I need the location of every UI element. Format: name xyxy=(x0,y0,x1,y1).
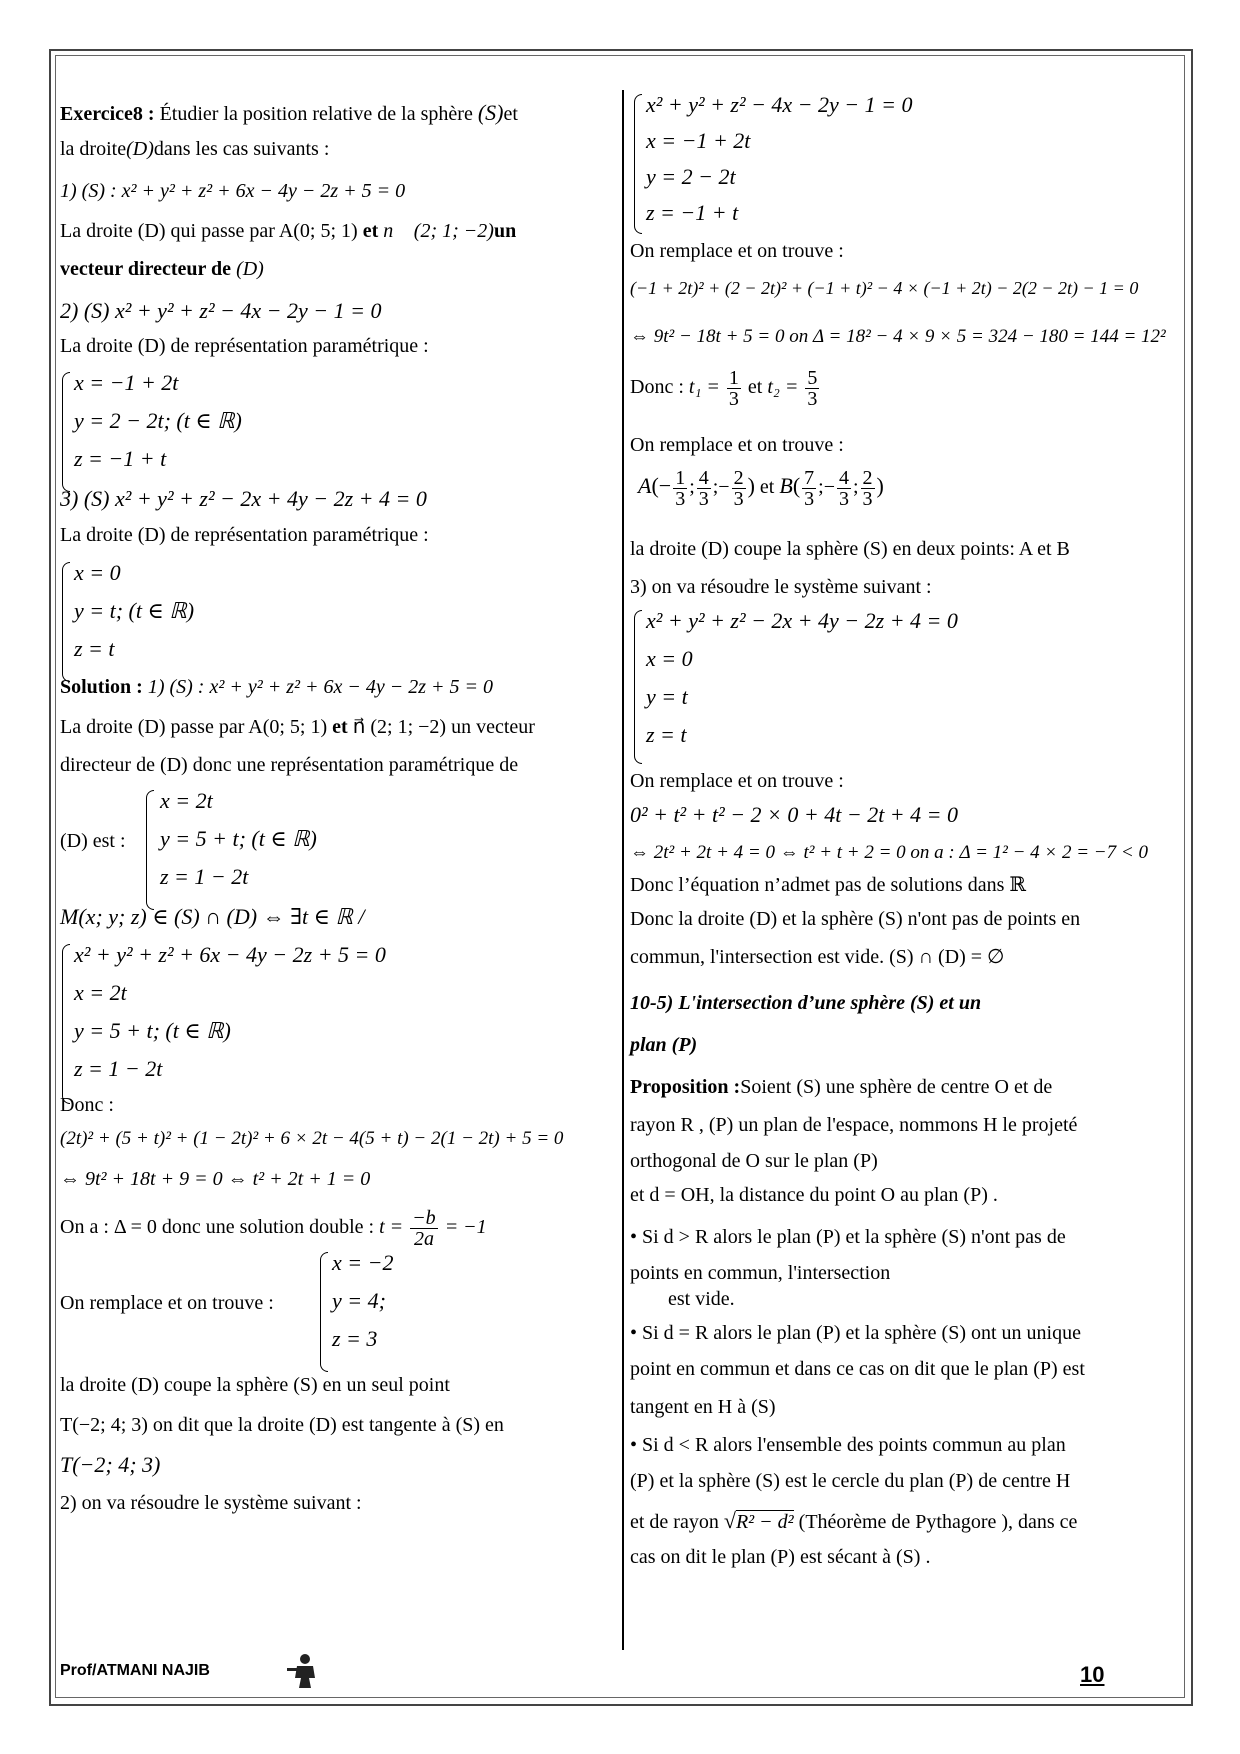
section-title: 10-5) L'intersection d’une sphère (S) et un xyxy=(630,992,982,1014)
brace xyxy=(62,944,70,1104)
case-3-param: La droite (D) de représentation paramétrique : xyxy=(60,524,429,546)
text-line: points en commun, l'intersection xyxy=(630,1262,891,1284)
page-number: 10 xyxy=(1080,1662,1105,1687)
system-line: z = t xyxy=(646,722,687,747)
exercise-heading: Exercice8 : Étudier la position relative de la sphère (S)et xyxy=(60,100,518,125)
text-line: rayon R , (P) un plan de l'espace, nommons H le projeté xyxy=(630,1114,1078,1136)
system-line: y = t xyxy=(646,684,688,709)
system-line: y = 2 − 2t; (t ∈ ℝ) xyxy=(74,408,242,433)
case-2: 2) (S) x² + y² + z² − 4x − 2y − 1 = 0 xyxy=(60,298,382,323)
system-line: z = 1 − 2t xyxy=(160,864,249,889)
text-line: et de rayon √R² − d² (Théorème de Pythagore ), dans ce xyxy=(630,1508,1078,1533)
solution-M: M(x; y; z) ∈ (S) ∩ (D) ⇔ ∃t ∈ ℝ / xyxy=(60,904,365,929)
exercise-heading-2: la droite(D)dans les cas suivants : xyxy=(60,138,330,160)
text-line: On remplace et on trouve : xyxy=(630,434,844,456)
system-line: y = 4; xyxy=(332,1288,386,1313)
text-line: Donc la droite (D) et la sphère (S) n'ont pas de points en xyxy=(630,908,1081,930)
system-line: x² + y² + z² − 2x + 4y − 2z + 4 = 0 xyxy=(646,608,958,633)
system-line: x = 2t xyxy=(160,788,213,813)
case-3: 3) (S) x² + y² + z² − 2x + 4y − 2z + 4 = 0 xyxy=(60,486,427,511)
system-line: z = 1 − 2t xyxy=(74,1056,163,1081)
text-line: • Si d > R alors le plan (P) et la sphère (S) n'ont pas de xyxy=(630,1226,1066,1248)
equation: ⇔ 9t² − 18t + 5 = 0 on Δ = 18² − 4 × 9 × 5 = 324 − 180 = 144 = 12² xyxy=(630,326,1166,347)
proposition: Proposition :Soient (S) une sphère de centre O et de xyxy=(630,1076,1053,1098)
system-line: x = −1 + 2t xyxy=(646,128,751,153)
system-line: x² + y² + z² − 4x − 2y − 1 = 0 xyxy=(646,92,913,117)
system-line: z = 3 xyxy=(332,1326,378,1351)
case-1: 1) (S) : x² + y² + z² + 6x − 4y − 2z + 5 = 0 xyxy=(60,180,406,202)
author: Prof/ATMANI NAJIB xyxy=(60,1662,210,1679)
donc: Donc : xyxy=(60,1094,114,1116)
text-line: tangent en H à (S) xyxy=(630,1396,776,1418)
equation: (−1 + 2t)² + (2 − 2t)² + (−1 + t)² − 4 × (−1 + 2t) − 2(2 − 2t) − 1 = 0 xyxy=(630,278,1139,298)
section-title-2: plan (P) xyxy=(630,1034,698,1056)
fraction: $\frac{-b}{2a}$ xyxy=(412,1207,436,1250)
double-solution: On a : Δ = 0 donc une solution double : t = $\frac{-b}{2a}$ = −1 xyxy=(60,1207,487,1250)
fraction: $\frac{5}{3}$ xyxy=(807,367,818,410)
text-line: On remplace et on trouve : xyxy=(630,770,844,792)
text-line: et d = OH, la distance du point O au plan (P) . xyxy=(630,1184,998,1206)
points-A-B: A(− $\frac{1}{3}$ ; $\frac{4}{3}$ ;− $\frac{2}{3}$ ) et B( $\frac{7}{3}$ ;− $\frac{4}{3}$ ; $\frac{2}{3}$ ) xyxy=(638,467,884,510)
equation: 0² + t² + t² − 2 × 0 + 4t − 2t + 4 = 0 xyxy=(630,802,959,827)
brace xyxy=(634,94,642,234)
system-line: x = −1 + 2t xyxy=(74,370,179,395)
equation: ⇔ 2t² + 2t + 4 = 0 ⇔ t² + t + 2 = 0 on a : Δ = 1² − 4 × 2 = −7 < 0 xyxy=(630,842,1148,863)
brace xyxy=(62,372,70,492)
text-line: • Si d = R alors le plan (P) et la sphère (S) ont un unique xyxy=(630,1322,1081,1344)
author-logo-icon xyxy=(285,1652,325,1690)
solutions-t: Donc : t₁ = $\frac{1}{3}$ et t₂ = $\frac{5}{3}$ xyxy=(630,367,818,410)
system-line: y = 5 + t; (t ∈ ℝ) xyxy=(160,826,317,851)
text-line: T(−2; 4; 3) on dit que la droite (D) est tangente à (S) en xyxy=(60,1414,504,1436)
solution-heading: Solution : 1) (S) : x² + y² + z² + 6x − 4y − 2z + 5 = 0 xyxy=(60,676,493,698)
system-line: x = 2t xyxy=(74,980,127,1005)
case-1-line: La droite (D) qui passe par A(0; 5; 1) et n⃗ (2; 1; −2)un xyxy=(60,220,517,242)
text-line: • Si d < R alors l'ensemble des points commun au plan xyxy=(630,1434,1066,1456)
solution-line: directeur de (D) donc une représentation paramétrique de xyxy=(60,754,519,776)
solution-line: La droite (D) passe par A(0; 5; 1) et n⃗ (2; 1; −2) un vecteur xyxy=(60,716,535,738)
remplace: On remplace et on trouve : xyxy=(60,1292,274,1314)
column-divider xyxy=(622,90,624,1650)
brace xyxy=(62,562,70,682)
brace xyxy=(634,610,642,764)
text-line: commun, l'intersection est vide. (S) ∩ (D) = ∅ xyxy=(630,946,1005,968)
text-line: Donc l’équation n’admet pas de solutions dans ℝ xyxy=(630,874,1026,896)
text-line: la droite (D) coupe la sphère (S) en un seul point xyxy=(60,1374,450,1396)
text-line: orthogonal de O sur le plan (P) xyxy=(630,1150,878,1172)
point-T: T(−2; 4; 3) xyxy=(60,1452,161,1477)
system-line: z = −1 + t xyxy=(74,446,167,471)
system-line: x = 0 xyxy=(74,560,121,585)
text-line: point en commun et dans ce cas on dit que le plan (P) est xyxy=(630,1358,1085,1380)
fraction: $\frac{1}{3}$ xyxy=(728,367,739,410)
system-line: z = t xyxy=(74,636,115,661)
system-line: y = t; (t ∈ ℝ) xyxy=(74,598,195,623)
text-line: 2) on va résoudre le système suivant : xyxy=(60,1492,362,1514)
system-line: y = 5 + t; (t ∈ ℝ) xyxy=(74,1018,231,1043)
brace xyxy=(146,790,154,910)
system-line: x = −2 xyxy=(332,1250,394,1275)
text-line: cas on dit le plan (P) est sécant à (S) . xyxy=(630,1546,931,1568)
case-2-param: La droite (D) de représentation paramétrique : xyxy=(60,335,429,357)
text-line: 3) on va résoudre le système suivant : xyxy=(630,576,932,598)
system-line: z = −1 + t xyxy=(646,200,739,225)
text-line: (P) et la sphère (S) est le cercle du plan (P) de centre H xyxy=(630,1470,1071,1492)
equation: ⇔ 9t² + 18t + 9 = 0 ⇔ t² + 2t + 1 = 0 xyxy=(60,1168,371,1190)
text-line: est vide. xyxy=(668,1288,735,1310)
system-line: y = 2 − 2t xyxy=(646,164,736,189)
brace xyxy=(320,1252,328,1372)
equation: (2t)² + (5 + t)² + (1 − 2t)² + 6 × 2t − 4(5 + t) − 2(1 − 2t) + 5 = 0 xyxy=(60,1128,564,1149)
case-1-line-3: vecteur directeur de (D) xyxy=(60,258,264,280)
text-line: la droite (D) coupe la sphère (S) en deux points: A et B xyxy=(630,538,1070,560)
system-line: x² + y² + z² + 6x − 4y − 2z + 5 = 0 xyxy=(74,942,386,967)
solution-est: (D) est : xyxy=(60,830,126,852)
system-line: x = 0 xyxy=(646,646,693,671)
text-line: On remplace et on trouve : xyxy=(630,240,844,262)
